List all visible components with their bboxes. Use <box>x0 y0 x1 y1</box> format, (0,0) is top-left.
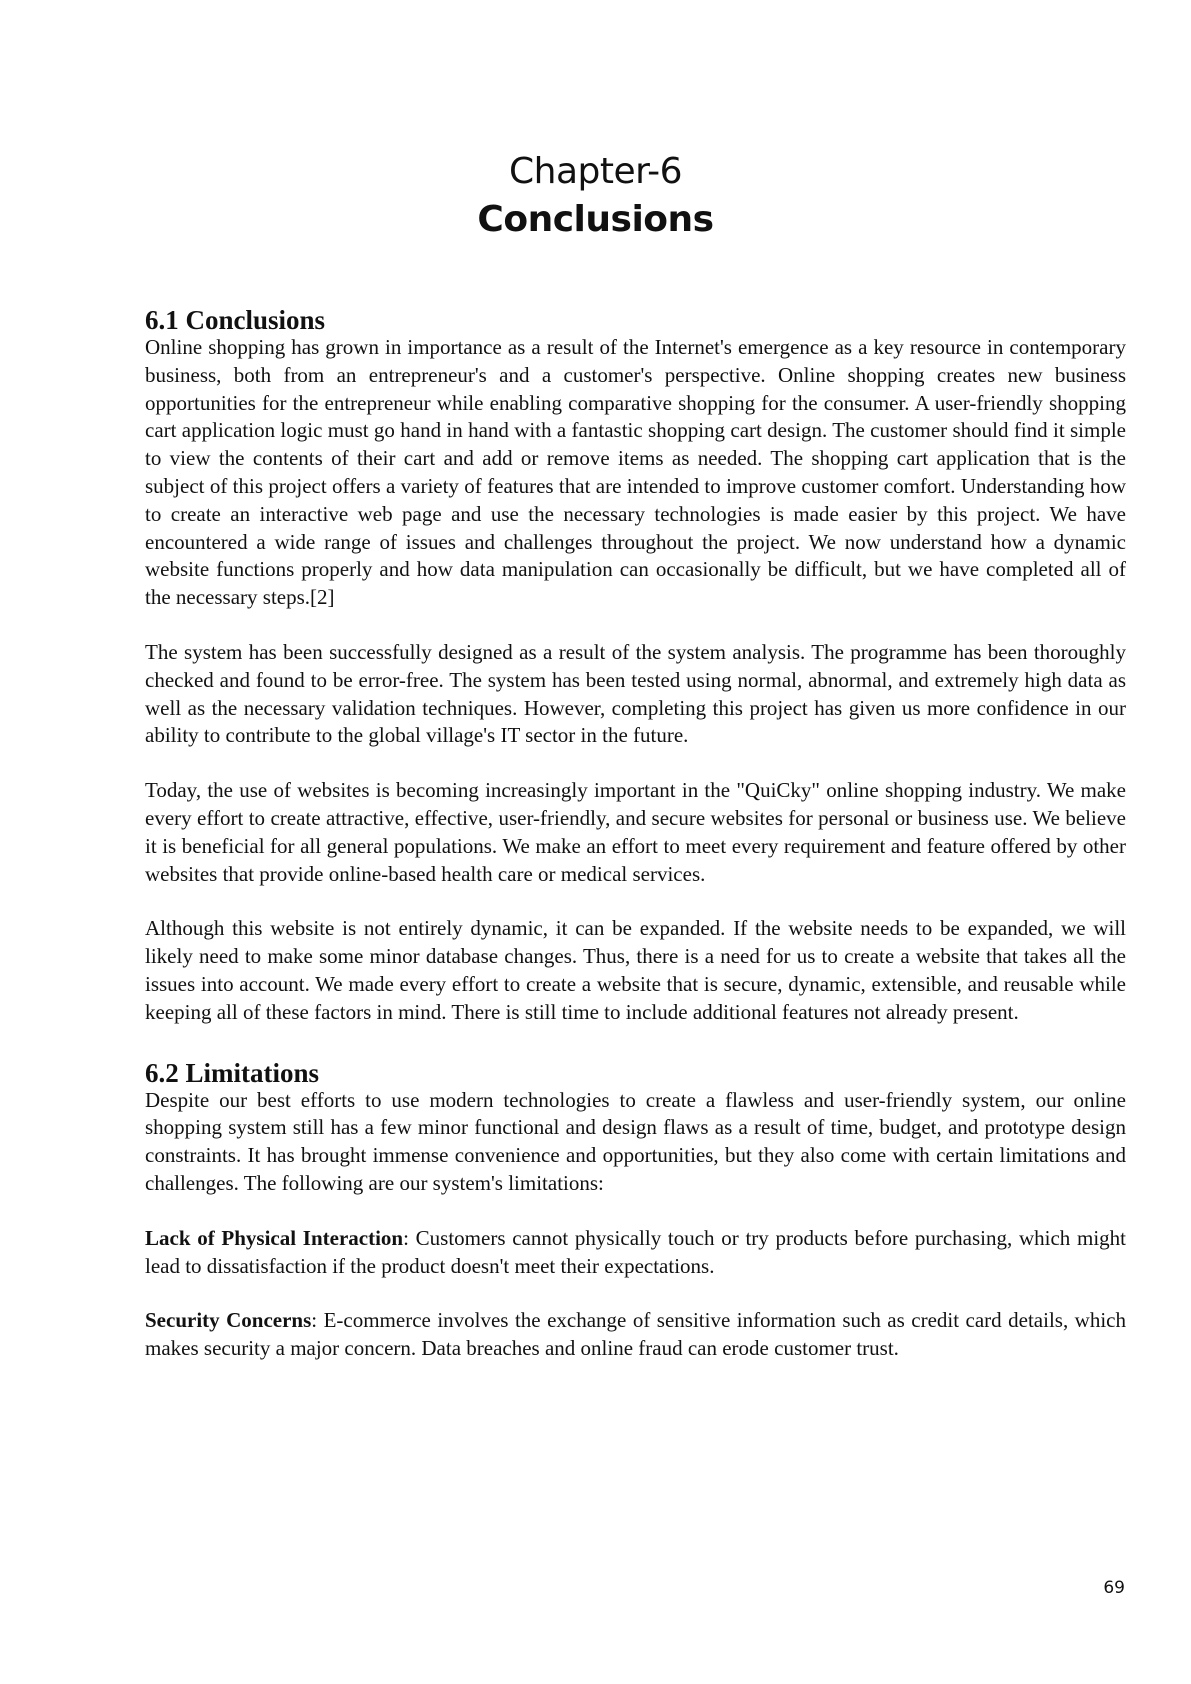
limitation-term: Security Concerns <box>145 1308 312 1333</box>
chapter-title: Conclusions <box>477 199 714 240</box>
limitation-text: : E-commerce involves the exchange of sensitive information such as credit card details, which makes security a major concern. Data breaches and online fraud can erode customer trust. <box>145 1308 1126 1361</box>
paragraph: Despite our best efforts to use modern technologies to create a flawless and user-friendly system, our online shopping system still has a few minor functional and design flaws as a result of time, budget, and prototype design constraints. It has brought immense convenience and opportunities, but they also come with certain limitations and challenges. The following are our system's limitations: <box>145 1087 1126 1195</box>
section-conclusions <box>145 302 1126 1027</box>
section-heading: 6.1 Conclusions <box>145 305 326 335</box>
section-heading: 6.2 Limitations <box>145 1057 320 1088</box>
limitation-item <box>145 1225 1126 1281</box>
chapter-header <box>0 148 1191 244</box>
page-number: 69 <box>1103 1578 1125 1598</box>
chapter-number: Chapter-6 <box>508 151 683 192</box>
limitation-item <box>145 1307 1126 1363</box>
paragraph: The system has been successfully designed as a result of the system analysis. The programme has been thoroughly checked and found to be error-free. The system has been tested using normal, abnormal, and extremely high data as well as the necessary validation techniques. However, completing this project has given us more confidence in our ability to contribute to the global village's IT sector in the future. <box>145 639 1126 748</box>
limitation-text: : Customers cannot physically touch or try products before purchasing, which might lead to dissatisfaction if the product doesn't meet their expectations. <box>145 1225 1126 1278</box>
section-limitations <box>145 1055 1126 1363</box>
paragraph: Today, the use of websites is becoming increasingly important in the "QuiCky" online shopping industry. We make every effort to create attractive, effective, user-friendly, and secure websites for personal or business use. We believe it is beneficial for all general populations. We make an effort to meet every requirement and feature offered by other websites that provide online-based health care or medical services. <box>145 778 1126 886</box>
limitation-term: Lack of Physical Interaction <box>145 1225 404 1250</box>
paragraph: Although this website is not entirely dynamic, it can be expanded. If the website needs to be expanded, we will likely need to make some minor database changes. Thus, there is a need for us to create a website that takes all the issues into account. We made every effort to create a website that is secure, dynamic, extensible, and reusable while keeping all of these factors in mind. There is still time to include additional features not already present. <box>145 916 1126 1024</box>
paragraph: Online shopping has grown in importance as a result of the Internet's emergence as a key resource in contemporary business, both from an entrepreneur's and a customer's perspective. Online shopping creates new business opportunities for the entrepreneur while enabling comparative shopping for the consumer. A user-friendly shopping cart application logic must go hand in hand with a fantastic shopping cart design. The customer should find it simple to view the contents of their cart and add or remove items as needed. The shopping cart application that is the subject of this project offers a variety of features that are intended to improve customer comfort. Understanding how to create an interactive web page and use the necessary technologies is made easier by this project. We have encountered a wide range of issues and challenges throughout the project. We now understand how a dynamic website functions properly and how data manipulation can occasionally be difficult, but we have completed all of the necessary steps.[2] <box>145 335 1126 610</box>
main-content <box>145 302 1126 1363</box>
